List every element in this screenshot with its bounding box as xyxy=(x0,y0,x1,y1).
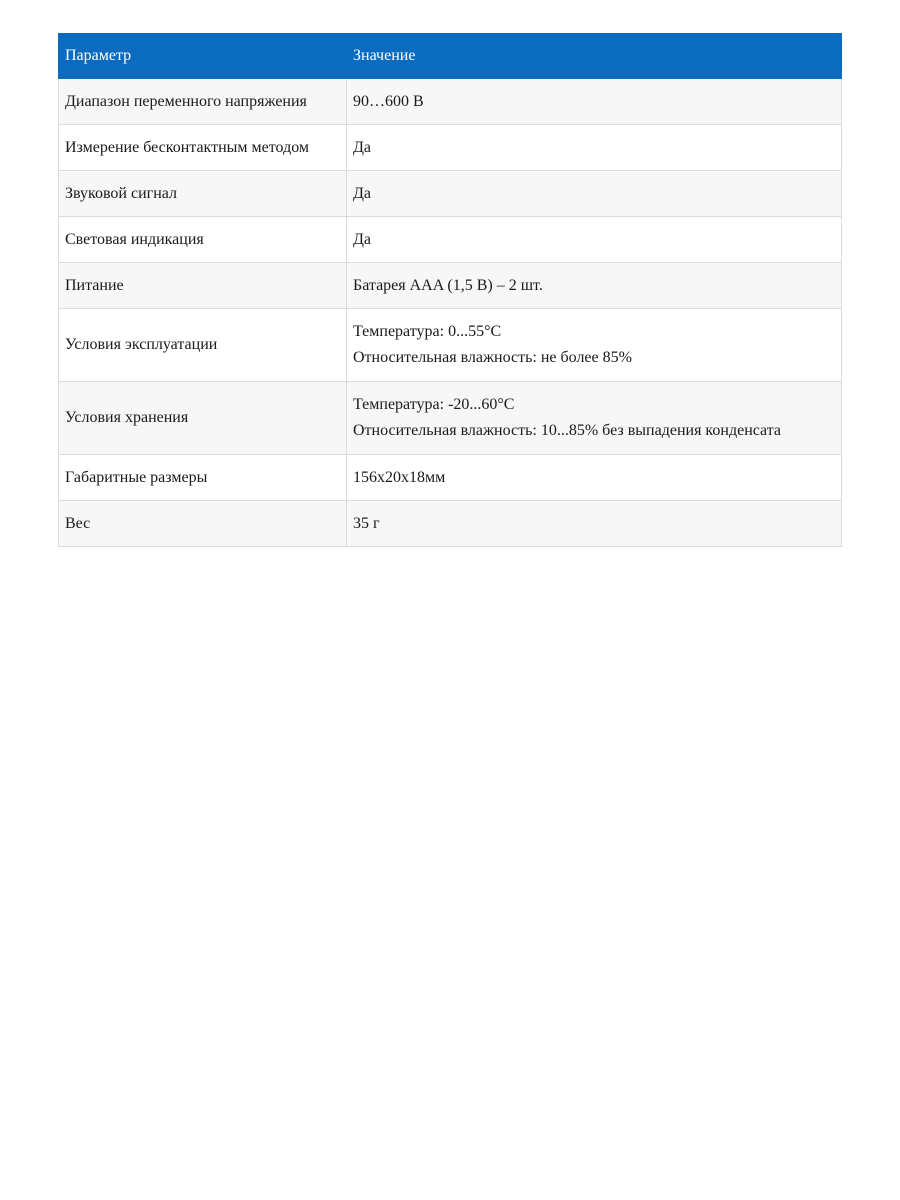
param-cell: Диапазон переменного напряжения xyxy=(59,79,347,125)
value-line: Температура: 0...55°C xyxy=(353,323,502,340)
param-cell: Вес xyxy=(59,501,347,547)
value-line: Да xyxy=(353,184,372,202)
param-cell: Звуковой сигнал xyxy=(59,171,347,217)
value-cell xyxy=(347,455,842,501)
param-cell: Габаритные размеры xyxy=(59,455,347,501)
spec-table xyxy=(58,33,842,547)
table-header-row xyxy=(59,34,842,79)
value-line: Относительная влажность: 10...85% без выпадения конденсата xyxy=(353,422,782,439)
value-cell xyxy=(347,125,842,171)
param-cell: Условия хранения xyxy=(59,382,347,455)
value-line: Относительная влажность: не более 85% xyxy=(353,349,632,366)
param-cell: Питание xyxy=(59,263,347,309)
table-row xyxy=(59,79,842,125)
param-cell: Световая индикация xyxy=(59,217,347,263)
value-line: Да xyxy=(353,230,372,248)
value-cell xyxy=(347,79,842,125)
table-row xyxy=(59,455,842,501)
table-row xyxy=(59,125,842,171)
value-cell xyxy=(347,382,842,455)
table-row xyxy=(59,382,842,455)
value-cell xyxy=(347,171,842,217)
column-header-parameter: Параметр xyxy=(59,34,347,79)
value-line: Температура: -20...60°C xyxy=(353,396,515,413)
table-row xyxy=(59,171,842,217)
value-line: 90…600 В xyxy=(353,92,424,110)
value-line: 35 г xyxy=(353,514,380,532)
value-line: 156x20x18мм xyxy=(353,468,446,486)
param-cell: Условия эксплуатации xyxy=(59,309,347,382)
column-header-value: Значение xyxy=(347,34,842,79)
value-cell xyxy=(347,501,842,547)
value-cell xyxy=(347,263,842,309)
value-cell xyxy=(347,309,842,382)
value-line: Батарея AAA (1,5 В) – 2 шт. xyxy=(353,276,543,294)
table-row xyxy=(59,309,842,382)
table-row xyxy=(59,501,842,547)
value-cell xyxy=(347,217,842,263)
value-line: Да xyxy=(353,138,372,156)
param-cell: Измерение бесконтактным методом xyxy=(59,125,347,171)
table-row xyxy=(59,217,842,263)
table-row xyxy=(59,263,842,309)
